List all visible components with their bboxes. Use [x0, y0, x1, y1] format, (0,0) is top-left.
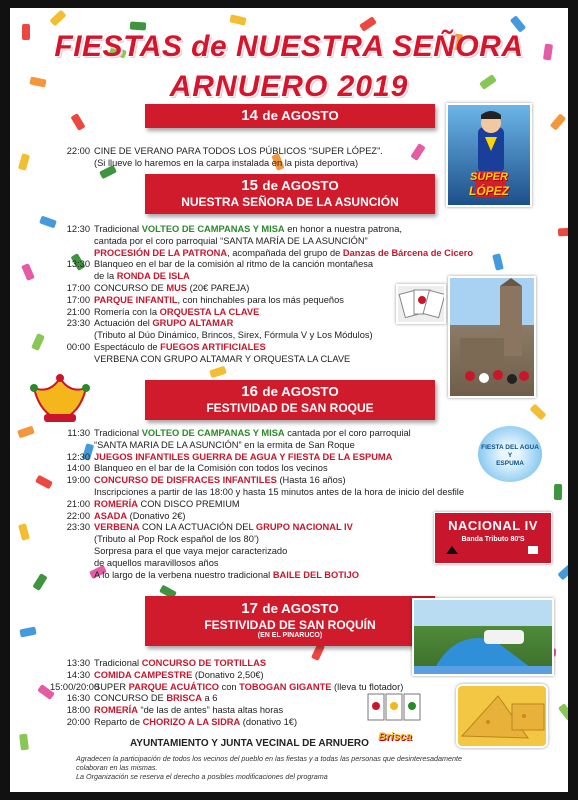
confetti-piece: [19, 734, 29, 751]
event-row: [50, 546, 490, 558]
super-lopez-poster-image: [446, 103, 532, 207]
confetti-piece: [558, 228, 568, 237]
event-text-part: CON DISCO PREMIUM: [137, 498, 240, 509]
event-time: 00:00: [66, 341, 90, 352]
event-text-part: Blanqueo en el bar de la Comisión con todos los vecinos: [94, 463, 328, 474]
event-highlight: ORQUESTA LA CLAVE: [159, 306, 260, 317]
event-time: 14:30: [66, 669, 90, 680]
event-text: [94, 558, 490, 570]
event-text-part: cantada por el coro parroquial “SANTA MARÍA DE LA ASUNCIÓN”: [94, 235, 368, 246]
event-time: 17:00: [66, 282, 90, 293]
event-text-part: , acompañada del grupo de: [227, 247, 343, 258]
day-name: FESTIVIDAD DE SAN ROQUE: [206, 401, 374, 415]
band-sponsor-icons: [438, 544, 548, 556]
event-row: [50, 658, 450, 670]
event-text-part: CINE DE VERANO PARA TODOS LOS PÚBLICOS “SUPER LÓPEZ”.: [94, 146, 383, 156]
nacional-iv-band-logo: [434, 512, 552, 564]
event-highlight: VERBENA: [94, 522, 140, 533]
event-text-part: Actuación del: [94, 318, 153, 329]
day-number: 16: [241, 383, 258, 400]
event-time: 16:30: [66, 693, 90, 704]
event-text-part: , con hinchables para los más pequeños: [177, 294, 344, 305]
confetti-piece: [17, 426, 35, 439]
event-text-part: Espectáculo de: [94, 341, 161, 352]
event-time: 23:30: [66, 522, 90, 533]
day-name: FESTIVIDAD DE SAN ROQUÍN: [204, 618, 376, 632]
event-row: [50, 534, 490, 546]
event-text-part: a 6: [201, 693, 218, 704]
event-row: [50, 248, 540, 260]
event-highlight: VOLTEO DE CAMPANAS Y MISA: [141, 428, 285, 438]
event-highlight: BRISCA: [166, 693, 202, 704]
event-text-part: (Donativo 2,50€): [192, 669, 264, 680]
band-name: NACIONAL IV: [448, 518, 538, 533]
day-banner-17: [145, 596, 435, 646]
event-row: [50, 224, 540, 236]
day-name: NUESTRA SEÑORA DE LA ASUNCIÓN: [181, 195, 399, 209]
confetti-piece: [554, 484, 562, 500]
event-row: [50, 146, 450, 158]
event-text-part: CON LA ACTUACIÓN DEL: [139, 522, 256, 533]
event-time: 13:30: [66, 658, 90, 668]
event-text-part: (lleva tu flotador): [331, 681, 404, 692]
confetti-piece: [18, 153, 30, 171]
event-text: [94, 499, 490, 511]
brisca-cards-icon: [360, 692, 430, 726]
movie-title-line1: SUPER: [470, 171, 508, 183]
event-text: [94, 224, 540, 236]
event-highlight: ROMERÍA: [94, 498, 138, 509]
event-text-part: Sorpresa para el que vaya mejor caracterizado: [94, 545, 288, 556]
event-text-part: Tradicional: [94, 428, 142, 438]
event-row: [50, 499, 490, 511]
event-row: [50, 511, 490, 523]
event-time: 11:30: [67, 428, 90, 438]
event-text-part: (Si llueve lo haremos en la carpa instalada en la pista deportiva): [94, 157, 359, 168]
day-month: de AGOSTO: [262, 178, 339, 193]
confetti-piece: [31, 333, 45, 351]
water-park-photo: [412, 598, 554, 676]
event-text-part: (Tributo al Pop Rock español de los 80’): [94, 534, 260, 545]
event-text-part: Inscripciones a partir de las 18:00 y hasta 15 minutos antes de la hora de inicio del desfile: [94, 486, 465, 497]
event-time: 22:00: [66, 146, 90, 156]
event-text-part: Reparto de: [94, 716, 143, 727]
events-day-14: [50, 146, 450, 170]
event-text: [94, 522, 490, 534]
event-time: 19:00: [66, 475, 90, 486]
event-time: 23:30: [66, 318, 90, 329]
confetti-piece: [550, 113, 566, 130]
event-highlight: BAILE DEL BOTIJO: [272, 569, 359, 580]
event-row: [50, 475, 490, 487]
event-text-part: “SANTA MARIA DE LA ASUNCIÓN” en la ermita de San Roque: [94, 439, 355, 450]
event-text: [94, 259, 540, 271]
event-text: [94, 670, 450, 682]
event-row: [50, 158, 450, 170]
event-time: 12:30: [66, 451, 90, 462]
event-text: [94, 546, 490, 558]
tortilla-photo: [456, 684, 548, 748]
event-text-part: (20€ PAREJA): [187, 282, 250, 293]
event-text-part: Tradicional: [94, 658, 142, 668]
foam-badge-line2: Y: [507, 452, 513, 459]
event-row: [50, 558, 490, 570]
event-row: [50, 440, 490, 452]
confetti-piece: [529, 404, 546, 421]
confetti-piece: [70, 113, 85, 131]
event-time: 22:00: [66, 510, 90, 521]
event-text-part: en honor a nuestra patrona,: [284, 224, 402, 234]
event-row: [50, 428, 490, 440]
confetti-piece: [21, 263, 35, 281]
event-time: 14:00: [66, 463, 90, 474]
event-highlight: VOLTEO DE CAMPANAS Y MISA: [141, 224, 285, 234]
event-text-part: SUPER: [94, 681, 129, 692]
festival-poster: [10, 8, 568, 792]
tortilla-icon: [458, 686, 548, 748]
event-text: [94, 511, 490, 523]
event-text: [94, 475, 490, 487]
event-time: 21:00: [66, 498, 90, 509]
day-month: de AGOSTO: [262, 108, 339, 123]
event-highlight: PARQUE ACUÁTICO: [128, 681, 220, 692]
brisca-cards-image: [360, 692, 430, 743]
event-highlight: FUEGOS ARTIFICIALES: [160, 341, 266, 352]
event-highlight: TOBOGAN GIGANTE: [239, 681, 332, 692]
event-highlight: CONCURSO DE TORTILLAS: [141, 658, 267, 668]
day-month: de AGOSTO: [262, 384, 339, 399]
procession-photo: [448, 276, 536, 398]
event-row: [50, 463, 490, 475]
footer-line: colaboran en las mismas.: [76, 763, 158, 772]
event-text: [94, 158, 450, 170]
church-icon: [450, 278, 536, 398]
band-tagline: Banda Tributo 80'S: [461, 536, 525, 543]
event-highlight: GRUPO NACIONAL IV: [255, 522, 353, 533]
event-highlight: COMIDA CAMPESTRE: [94, 669, 193, 680]
event-highlight: ASADA: [94, 510, 128, 521]
confetti-piece: [557, 564, 568, 581]
event-highlight: MUS: [166, 282, 187, 293]
event-row: [50, 487, 490, 499]
event-text: [94, 487, 490, 499]
day-banner-14: [145, 104, 435, 128]
confetti-piece: [209, 366, 227, 379]
confetti-piece: [558, 703, 568, 721]
organizer-name: AYUNTAMIENTO Y JUNTA VECINAL DE ARNUERO: [130, 738, 369, 749]
event-row: [50, 236, 540, 248]
event-row: [50, 670, 450, 682]
event-text-part: Tradicional: [94, 224, 142, 234]
event-time: 17:00: [66, 294, 90, 305]
confetti-piece: [32, 573, 47, 591]
poster-subtitle: ARNUERO 2019: [169, 70, 409, 103]
event-text-part: “de las de antes” hasta altas horas: [137, 705, 284, 716]
event-text-part: CONCURSO DE: [94, 282, 167, 293]
movie-title-line2: LÓPEZ: [468, 184, 509, 198]
event-highlight: JUEGOS INFANTILES GUERRA DE AGUA Y FIESTA DE LA ESPUMA: [94, 451, 393, 462]
event-text-part: cantada por el coro parroquial: [284, 428, 411, 438]
foam-party-badge: [478, 426, 542, 482]
foam-badge-line3: ESPUMA: [496, 460, 524, 467]
footer-line: La Organización se reserva el derecho a posibles modificaciones del programa: [76, 772, 328, 781]
day-banner-15: [145, 174, 435, 214]
day-location: (EN EL PINARUCO): [257, 632, 323, 639]
day-banner-16: [145, 380, 435, 420]
event-row: [50, 570, 490, 582]
event-text-part: CONCURSO DE: [94, 693, 167, 704]
event-text: [94, 570, 490, 582]
event-highlight: PARQUE INFANTIL: [94, 294, 178, 305]
event-text: [94, 452, 490, 464]
event-text: [94, 146, 450, 158]
event-time: 20:00: [66, 716, 90, 727]
event-time: 18:00: [66, 705, 90, 716]
event-highlight: PROCESIÓN DE LA PATRONA: [94, 247, 228, 258]
event-text: [94, 428, 490, 440]
event-text: [94, 248, 540, 260]
event-text-part: VERBENA CON GRUPO ALTAMAR Y ORQUESTA LA CLAVE: [94, 353, 351, 364]
event-row: [50, 259, 540, 271]
event-text-part: (Tributo al Dúo Dinámico, Brincos, Sirex, Fórmula V y Los Módulos): [94, 330, 373, 341]
event-text-part: de la: [94, 271, 117, 282]
day-number: 17: [241, 600, 258, 617]
confetti-piece: [49, 10, 66, 27]
day-month: de AGOSTO: [262, 601, 339, 616]
confetti-piece: [18, 523, 30, 541]
event-row: [50, 522, 490, 534]
event-text-part: Blanqueo en el bar de la comisión al ritmo de la canción montañesa: [94, 259, 374, 270]
event-time: 13:30: [66, 259, 90, 270]
events-day-16: [50, 428, 490, 581]
event-highlight: CHORIZO A LA SIDRA: [142, 716, 241, 727]
event-highlight: GRUPO ALTAMAR: [152, 318, 234, 329]
day-number: 14: [241, 107, 258, 124]
event-text: [94, 440, 490, 452]
footer-note: [76, 754, 546, 781]
inflatable-slide-icon: [414, 600, 554, 676]
event-text-part: con: [219, 681, 240, 692]
event-highlight: CONCURSO DE DISFRACES INFANTILES: [94, 475, 277, 486]
event-time: 21:00: [66, 306, 90, 317]
event-time: 15:00/20:00: [50, 681, 100, 692]
brisca-label: Brisca: [378, 731, 412, 743]
event-highlight: ROMERÍA: [94, 705, 138, 716]
event-text-part: (Donativo 2€): [127, 510, 186, 521]
event-text: [94, 463, 490, 475]
poster-title: FIESTAS de NUESTRA SEÑORA: [54, 30, 524, 63]
event-highlight: RONDA DE ISLA: [116, 271, 190, 282]
confetti-piece: [229, 14, 246, 25]
playing-cards-image: [396, 284, 446, 324]
confetti-piece: [19, 627, 36, 638]
event-time: 12:30: [66, 224, 90, 234]
event-text: [94, 534, 490, 546]
event-text-part: A lo largo de la verbena nuestro tradicional: [94, 569, 273, 580]
event-row: [50, 452, 490, 464]
foam-badge-line1: FIESTA DEL AGUA: [481, 444, 539, 451]
event-text: [94, 658, 450, 670]
event-text-part: Romería con la: [94, 306, 160, 317]
event-text: [94, 236, 540, 248]
event-text-part: (donativo 1€): [240, 716, 298, 727]
day-number: 15: [241, 177, 258, 194]
footer-line: Agradecen la participación de todos los vecinos del pueblo en las fiestas y a todas las personas que desinteresadamente: [76, 754, 462, 763]
event-text-part: de aquellos maravillosos años: [94, 557, 219, 568]
event-highlight: Danzas de Bárcena de Cicero: [342, 247, 474, 258]
event-text-part: (Hasta 16 años): [276, 475, 346, 486]
jester-hat-icon: [30, 374, 90, 426]
cards-icon: [398, 286, 446, 324]
